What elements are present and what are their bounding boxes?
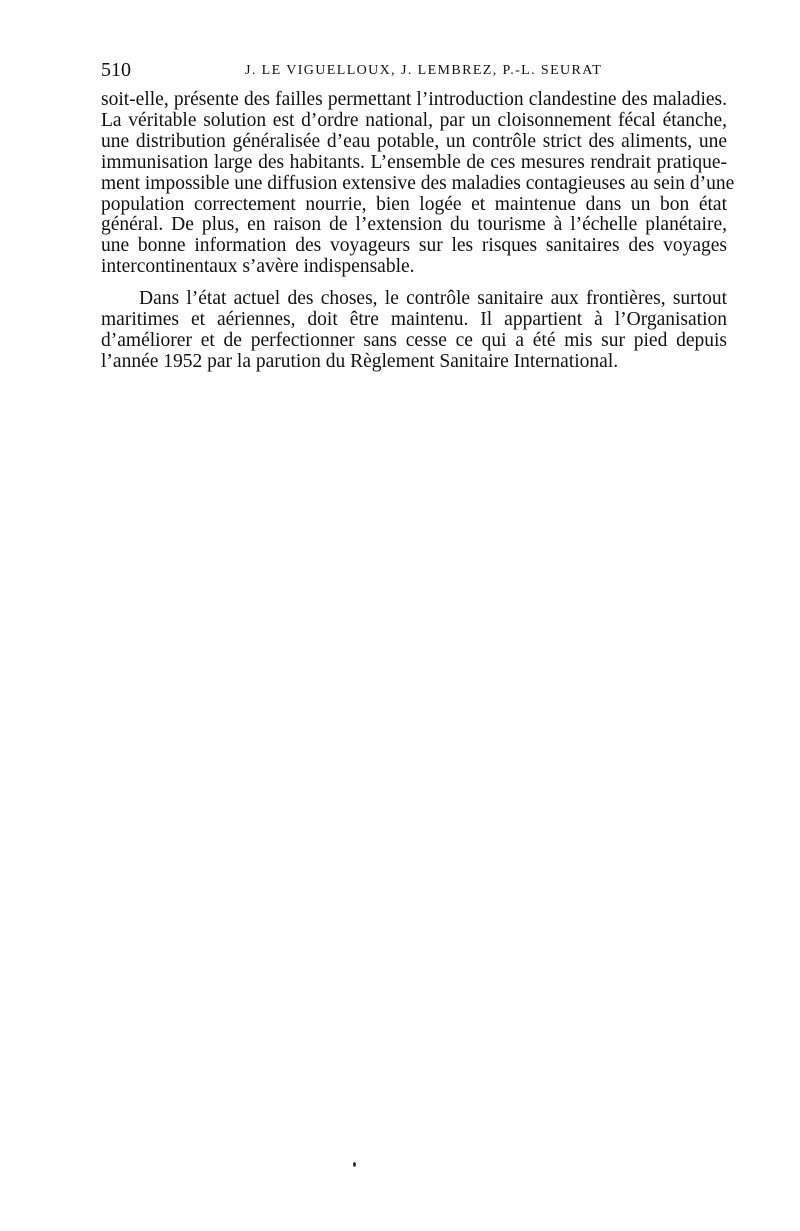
text-line: l’année 1952 par la parution du Règlement Sanitaire International. <box>101 350 619 372</box>
text-line: Dans l’état actuel des choses, le contrôle sanitaire aux frontières, surtout <box>139 288 727 310</box>
text-line: une distribution généralisée d’eau potable, un contrôle strict des aliments, une <box>101 130 727 152</box>
ink-speck <box>353 1162 356 1167</box>
paragraph-1 <box>101 89 735 278</box>
text-line: maritimes et aériennes, doit être maintenu. Il appartient à l’Organisation <box>101 309 727 331</box>
text-line: La véritable solution est d’ordre national, par un cloisonnement fécal étanche, <box>101 109 727 131</box>
page <box>101 56 735 373</box>
text-line: d’améliorer et de perfectionner sans cesse ce qui a été mis sur pied depuis <box>101 329 727 351</box>
paragraph-2 <box>101 289 727 373</box>
text-line: une bonne information des voyageurs sur les risques sanitaires des voyages <box>101 235 727 257</box>
text-line: ment impossible une diffusion extensive des maladies contagieuses au sein d’une <box>101 172 735 194</box>
text-line: général. De plus, en raison de l’extension du tourisme à l’échelle planétaire, <box>101 214 727 236</box>
page-number: 510 <box>101 59 131 81</box>
running-head <box>101 56 727 84</box>
text-line: population correctement nourrie, bien logée et maintenue dans un bon état <box>101 193 727 215</box>
text-line: immunisation large des habitants. L’ensemble de ces mesures rendrait pratique- <box>101 151 727 173</box>
body-text <box>101 89 735 373</box>
text-line: intercontinentaux s’avère indispensable. <box>101 256 415 278</box>
header-authors: J. LE VIGUELLOUX, J. LEMBREZ, P.-L. SEURAT <box>245 63 603 78</box>
text-line: soit-elle, présente des failles permettant l’introduction clandestine des maladies. <box>101 89 727 110</box>
